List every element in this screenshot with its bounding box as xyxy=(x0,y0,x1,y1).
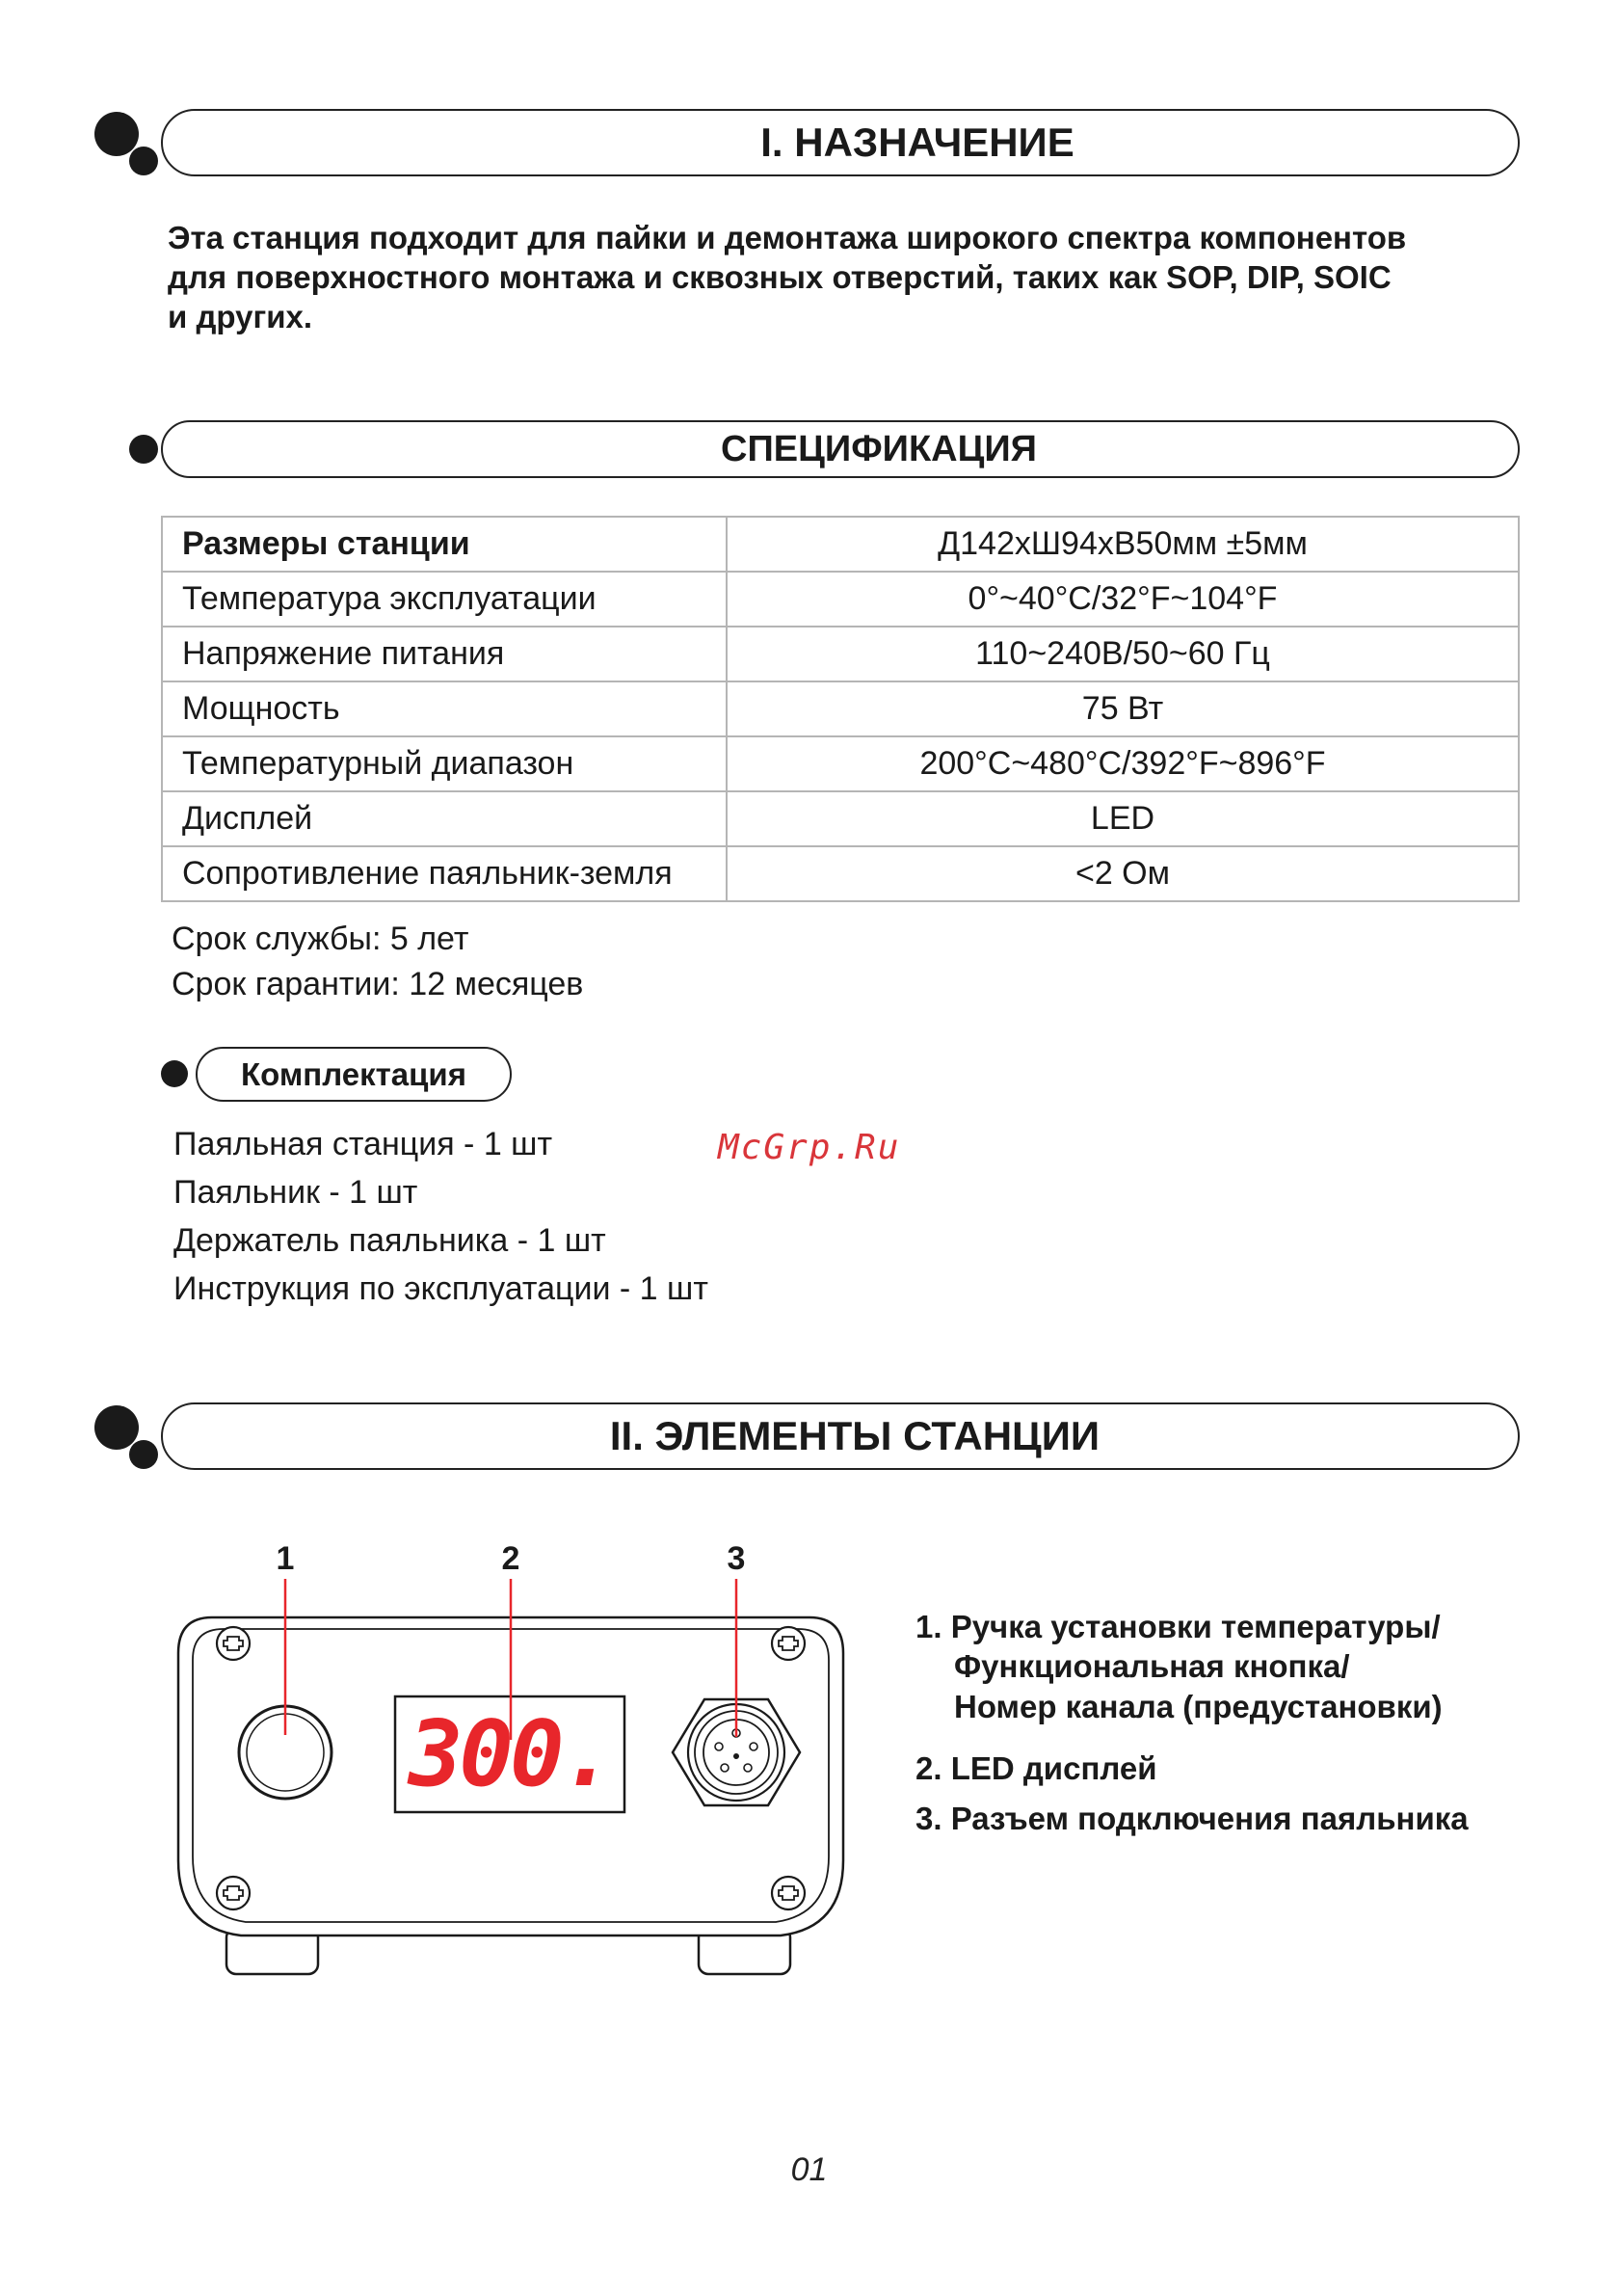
connector-pin xyxy=(733,1753,739,1759)
intro-line-3: и других. xyxy=(168,299,313,334)
section1-header xyxy=(161,109,1520,176)
spec-label: Сопротивление паяльник-земля xyxy=(162,846,727,901)
connector-pin xyxy=(721,1764,729,1772)
callout-1: 1 xyxy=(276,1540,295,1577)
section-bullet-small xyxy=(129,147,158,175)
screw-icon xyxy=(772,1627,805,1660)
legend-item-1b: Функциональная кнопка/ xyxy=(954,1648,1350,1684)
callout-3: 3 xyxy=(727,1540,746,1577)
spec-label: Напряжение питания xyxy=(162,627,727,681)
table-row xyxy=(162,627,1519,681)
spec-label: Дисплей xyxy=(162,791,727,846)
section-bullet-small xyxy=(129,1440,158,1469)
kit-item: Паяльник - 1 шт xyxy=(173,1174,418,1211)
kit-header xyxy=(196,1047,512,1102)
kit-item: Паяльная станция - 1 шт xyxy=(173,1126,553,1162)
spec-value: LED xyxy=(727,791,1519,846)
section-bullet-large xyxy=(94,112,139,156)
table-row xyxy=(162,681,1519,736)
section2-title: II. ЭЛЕМЕНТЫ СТАНЦИИ xyxy=(609,1413,1101,1458)
spec-value: 110~240В/50~60 Гц xyxy=(727,627,1519,681)
legend-item-2: 2. LED дисплей xyxy=(915,1750,1157,1786)
warranty: Срок гарантии: 12 месяцев xyxy=(172,966,584,1002)
spec-label: Температура эксплуатации xyxy=(162,572,727,627)
table-row xyxy=(162,572,1519,627)
led-display-value: 300. xyxy=(408,1702,612,1807)
spec-title: СПЕЦИФИКАЦИЯ xyxy=(721,428,1037,469)
connector-pin xyxy=(715,1743,723,1750)
spec-header xyxy=(161,420,1520,478)
legend-item-3: 3. Разъем подключения паяльника xyxy=(915,1801,1469,1836)
intro-line-1: Эта станция подходит для пайки и демонтажа широкого спектра компонентов xyxy=(168,220,1407,255)
spec-label: Размеры станции xyxy=(162,517,727,572)
legend-item-1c: Номер канала (предустановки) xyxy=(954,1689,1443,1724)
section-bullet-large xyxy=(94,1405,139,1450)
spec-value: <2 Ом xyxy=(727,846,1519,901)
kit-bullet xyxy=(161,1060,188,1087)
table-row xyxy=(162,517,1519,572)
kit-item: Инструкция по эксплуатации - 1 шт xyxy=(173,1270,708,1307)
spec-bullet xyxy=(129,435,158,464)
screw-icon xyxy=(772,1877,805,1909)
service-life: Срок службы: 5 лет xyxy=(172,921,469,957)
spec-label: Мощность xyxy=(162,681,727,736)
legend-item-1a: 1. Ручка установки температуры/ xyxy=(915,1609,1441,1644)
callout-2: 2 xyxy=(501,1540,520,1577)
spec-value: 200°C~480°C/392°F~896°F xyxy=(727,736,1519,791)
table-row xyxy=(162,736,1519,791)
spec-label: Температурный диапазон xyxy=(162,736,727,791)
connector-pin xyxy=(750,1743,757,1750)
intro-line-2: для поверхностного монтажа и сквозных отверстий, таких как SOP, DIP, SOIC xyxy=(168,259,1392,295)
section2-header xyxy=(161,1402,1520,1470)
spec-value: Д142хШ94хВ50мм ±5мм xyxy=(727,517,1519,572)
table-row xyxy=(162,791,1519,846)
section1-title: I. НАЗНАЧЕНИЕ xyxy=(760,120,1074,165)
spec-value: 0°~40°C/32°F~104°F xyxy=(727,572,1519,627)
spec-table xyxy=(161,516,1520,902)
kit-title: Комплектация xyxy=(241,1055,466,1092)
table-row xyxy=(162,846,1519,901)
station-diagram xyxy=(154,1533,867,1986)
spec-value: 75 Вт xyxy=(727,681,1519,736)
watermark: McGrp.Ru xyxy=(718,1128,901,1167)
screw-icon xyxy=(217,1627,250,1660)
page-number: 01 xyxy=(790,2151,828,2188)
kit-item: Держатель паяльника - 1 шт xyxy=(173,1222,606,1259)
intro-paragraph xyxy=(168,218,1536,336)
screw-icon xyxy=(217,1877,250,1909)
connector-pin xyxy=(744,1764,752,1772)
